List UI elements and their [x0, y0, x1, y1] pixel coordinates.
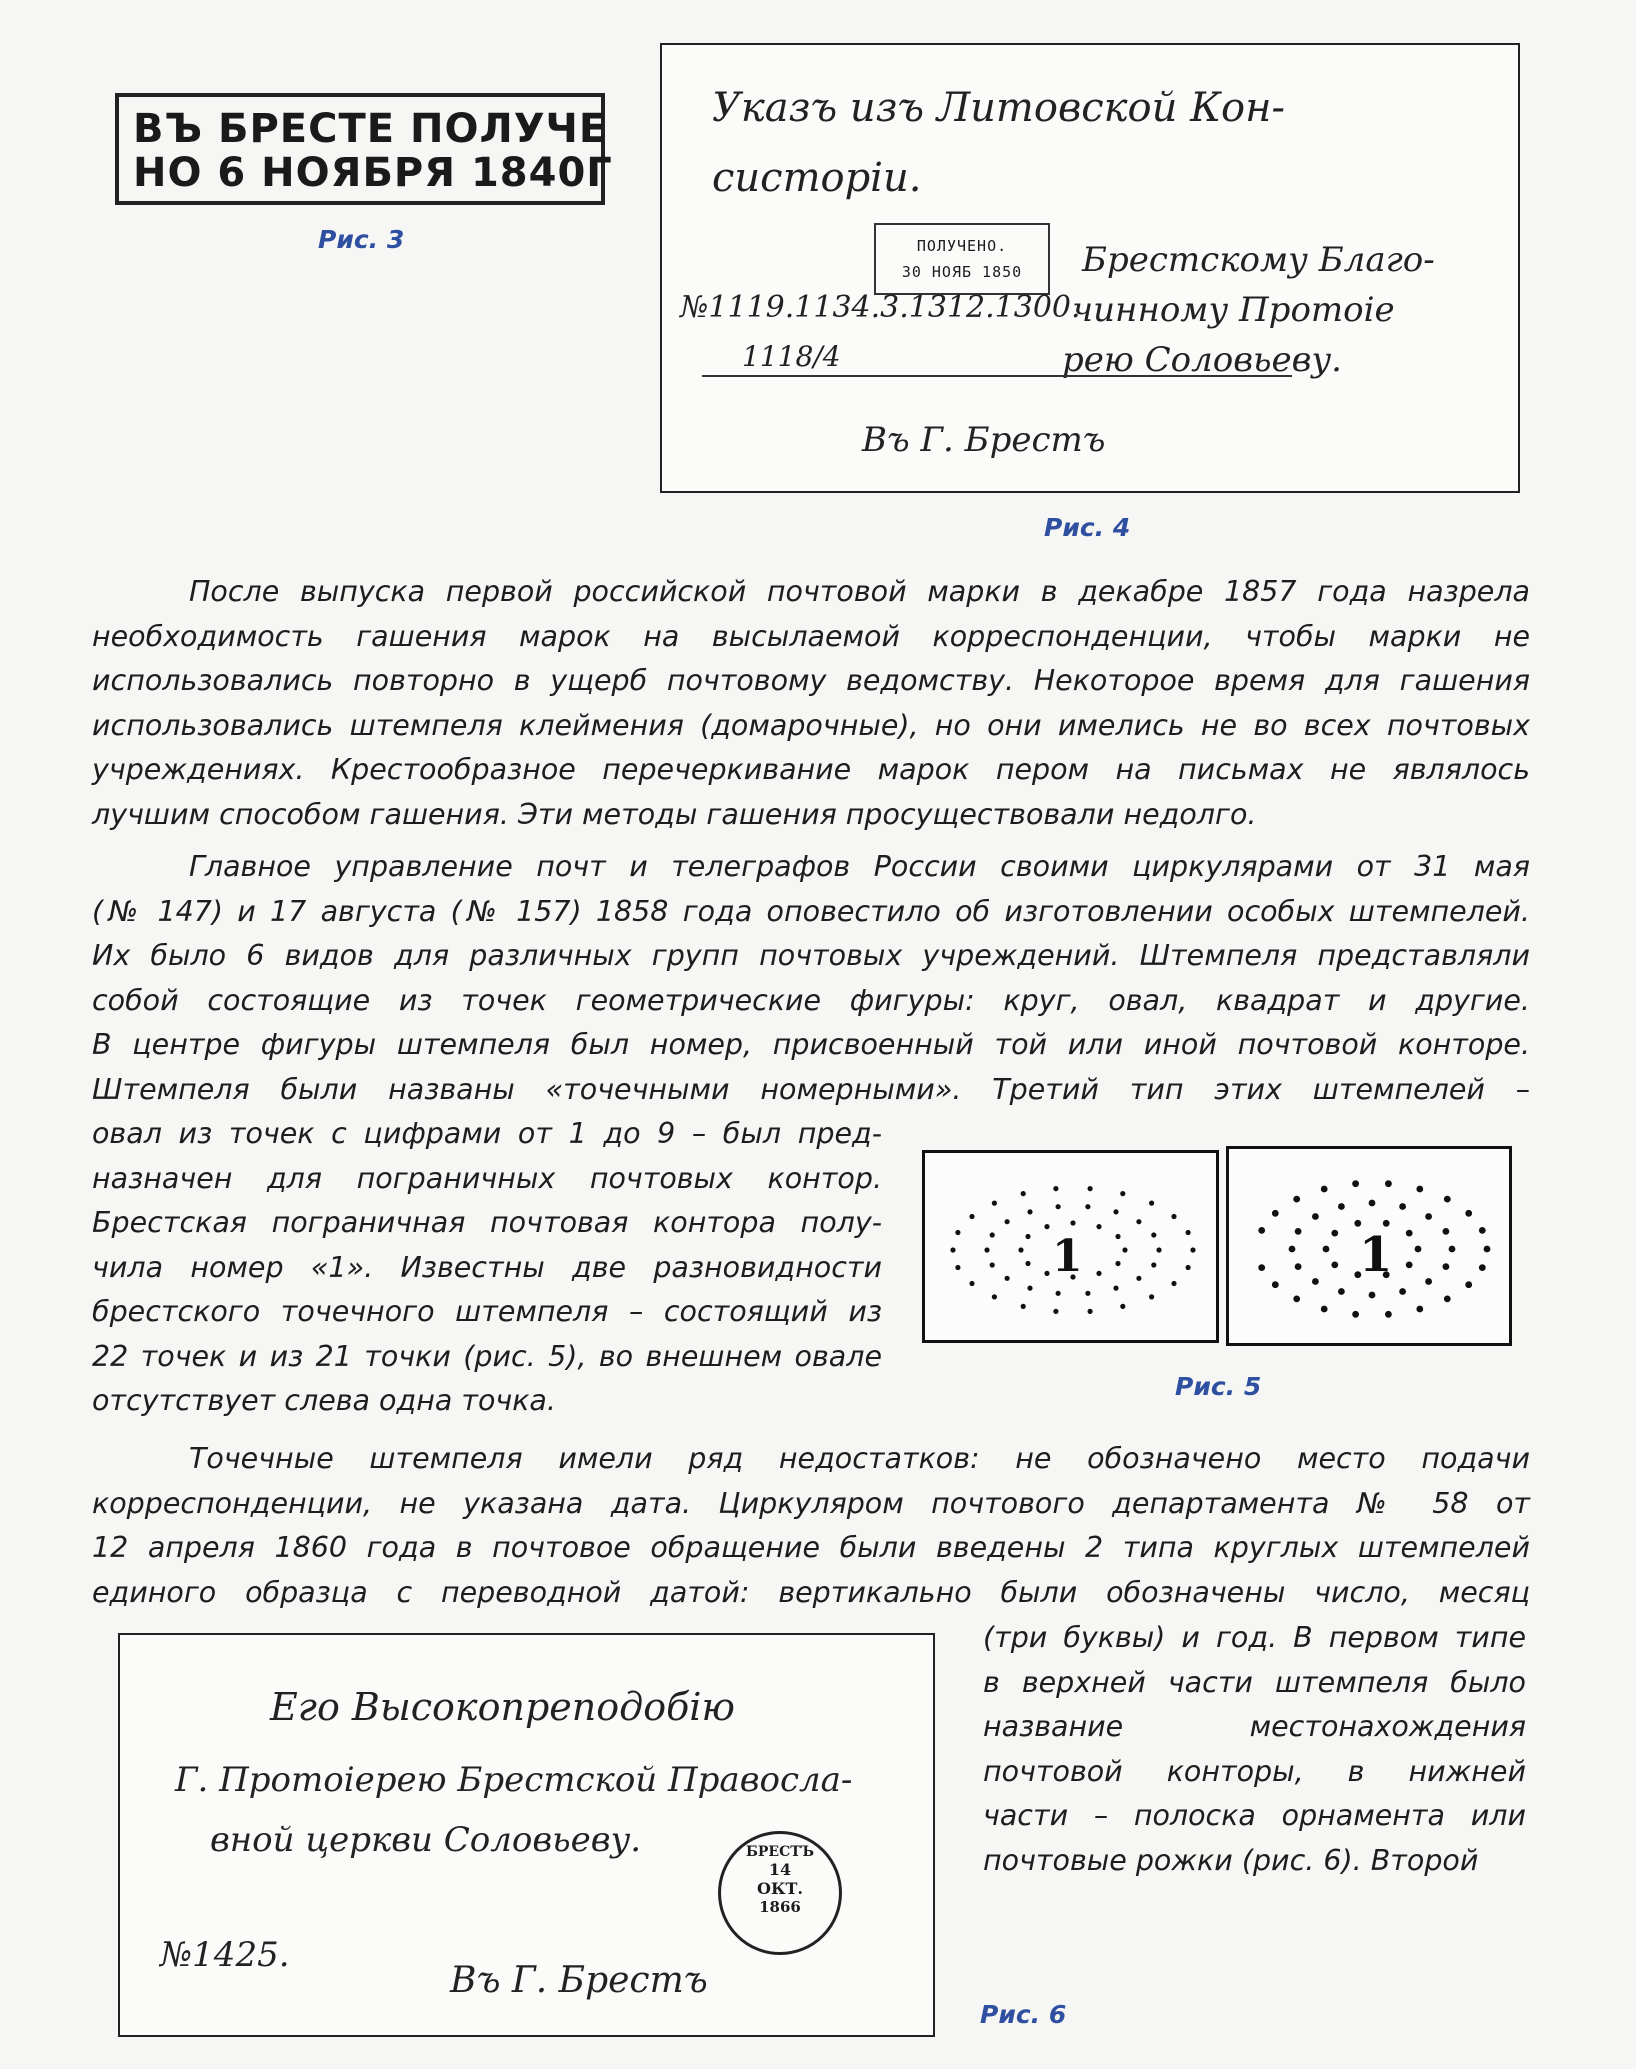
fig6-postmark-month: ОКТ.	[757, 1879, 803, 1898]
fig4-stamp-line1: ПОЛУЧЕНО.	[916, 237, 1008, 255]
stamp-dot	[1096, 1224, 1101, 1229]
stamp-dot	[1005, 1219, 1010, 1224]
stamp-dot	[1338, 1288, 1345, 1295]
fig4-handwriting-line2: систорiи.	[712, 155, 922, 201]
stamp-dot	[1479, 1227, 1486, 1234]
p1-line: использовались повторно в ущерб почтовому ведомству. Некоторое время для гашения	[92, 664, 1530, 697]
stamp-dot	[1416, 1306, 1423, 1313]
stamp-dot	[1295, 1263, 1302, 1270]
stamp-dot	[1312, 1278, 1319, 1285]
fig4-address-line2: чинному Протоiе	[1072, 290, 1395, 330]
paragraph-3	[92, 1437, 1530, 1615]
stamp-dot	[1272, 1210, 1279, 1217]
paragraph-1	[92, 570, 1530, 837]
stamp-dot	[1136, 1219, 1141, 1224]
fig4-received-stamp	[874, 223, 1050, 295]
stamp-dot	[1293, 1296, 1300, 1303]
stamp-dot	[1352, 1311, 1359, 1318]
stamp-dot	[1053, 1309, 1058, 1314]
fig5-caption: Рис. 5	[1175, 1372, 1262, 1401]
stamp-dot	[1018, 1247, 1023, 1252]
stamp-dot	[1149, 1201, 1154, 1206]
p1-line: необходимость гашения марок на высылаемой корреспонденции, чтобы марки не	[92, 619, 1530, 653]
stamp-dot	[1295, 1228, 1302, 1235]
stamp-dot	[1321, 1306, 1328, 1313]
fig4-address-line3: рею Соловьеву.	[1062, 340, 1342, 380]
stamp-dot	[969, 1281, 974, 1286]
stamp-dot	[1136, 1276, 1141, 1281]
p2-line: (№ 147) и 17 августа (№ 157) 1858 года оповестило об изготовлении особых штемпелей.	[92, 894, 1530, 928]
stamp-dot	[1385, 1311, 1392, 1318]
stamp-dot	[1484, 1246, 1491, 1253]
stamp-dot	[1425, 1278, 1432, 1285]
stamp-dot	[1156, 1247, 1161, 1252]
fig6-postmark-day: 14	[768, 1860, 792, 1879]
fig4-address-line1: Брестскому Благо-	[1082, 240, 1435, 280]
stamp-dot	[990, 1232, 995, 1237]
fig5-stamp-left	[922, 1150, 1219, 1343]
p2b-line: брестского точечного штемпеля – состоящий из	[92, 1295, 882, 1328]
p3-line: корреспонденции, не указана дата. Циркуляром почтового департамента № 58 от	[92, 1486, 1530, 1520]
stamp-dot	[1443, 1228, 1450, 1235]
fig3-stamp-line1: ВЪ БРЕСТЕ ПОЛУЧЕ	[133, 106, 608, 152]
fig3-caption: Рис. 3	[318, 225, 405, 254]
fig5-stamp-right	[1226, 1146, 1512, 1346]
p3b-line: в верхней части штемпеля было	[983, 1665, 1526, 1699]
stamp-dot	[1056, 1204, 1061, 1209]
stamp-dot	[1113, 1286, 1118, 1291]
stamp-dot	[969, 1214, 974, 1219]
stamp-dot	[950, 1247, 955, 1252]
p3-line: 12 апреля 1860 года в почтовое обращение были введены 2 типа круглых штемпелей	[92, 1531, 1530, 1564]
stamp-dot	[1293, 1196, 1300, 1203]
fig6-postmark-year: 1866	[759, 1898, 801, 1916]
stamp-dot	[1272, 1281, 1279, 1288]
stamp-dot	[1085, 1291, 1090, 1296]
fig6-postmark	[718, 1831, 842, 1955]
stamp-dot	[955, 1265, 960, 1270]
stamp-dot	[1151, 1262, 1156, 1267]
stamp-dot	[1120, 1191, 1125, 1196]
stamp-dot	[1088, 1309, 1093, 1314]
p3b-line: название местонахождения	[983, 1710, 1526, 1743]
stamp-dot	[1444, 1296, 1451, 1303]
p2-line: собой состоящие из точек геометрические фигуры: круг, овал, квадрат и другие.	[92, 983, 1530, 1017]
stamp-dot	[1406, 1262, 1413, 1269]
stamp-dot	[1044, 1271, 1049, 1276]
p3-line: Точечные штемпеля имели ряд недостатков: не обозначено место подачи	[189, 1442, 1530, 1475]
p2b-line: 22 точек и из 21 точки (рис. 5), во внешнем овале	[92, 1339, 882, 1373]
stamp-dot	[1443, 1263, 1450, 1270]
stamp-dot	[1331, 1262, 1338, 1269]
stamp-dot	[1289, 1246, 1296, 1253]
stamp-dot	[1323, 1246, 1330, 1253]
fig5-dot-oval-left	[925, 1153, 1222, 1346]
fig4-underline	[702, 375, 1292, 377]
p2b-line: чила номер «1». Известны две разновидности	[92, 1250, 882, 1284]
fig6-handwriting-line3: вной церкви Соловьеву.	[210, 1820, 642, 1860]
fig5-number-left: 1	[1052, 1231, 1083, 1282]
stamp-dot	[1021, 1304, 1026, 1309]
stamp-dot	[1369, 1292, 1376, 1299]
paragraph-3-continued	[983, 1616, 1526, 1883]
fig3-stamp	[115, 93, 613, 205]
stamp-dot	[955, 1230, 960, 1235]
fig6-city: Въ Г. Брестъ	[450, 1960, 708, 2001]
stamp-dot	[984, 1247, 989, 1252]
stamp-dot	[1044, 1224, 1049, 1229]
stamp-dot	[1025, 1234, 1030, 1239]
stamp-dot	[1186, 1230, 1191, 1235]
fig6-number: №1425.	[160, 1935, 290, 1975]
stamp-dot	[1416, 1186, 1423, 1193]
fig6-caption: Рис. 6	[980, 2000, 1067, 2029]
fig6-postmark-city: БРЕСТЪ	[745, 1844, 815, 1860]
stamp-dot	[1258, 1264, 1265, 1271]
p3b-line: почтовые рожки (рис. 6). Второй	[983, 1843, 1479, 1877]
fig6-handwriting-line1: Его Высокопреподобiю	[270, 1685, 735, 1729]
stamp-dot	[1005, 1276, 1010, 1281]
stamp-dot	[1385, 1180, 1392, 1187]
stamp-dot	[1021, 1191, 1026, 1196]
p2b-line: отсутствует слева одна точка.	[92, 1384, 556, 1417]
p2b-line: назначен для пограничных почтовых контор.	[92, 1161, 882, 1195]
stamp-dot	[1449, 1246, 1456, 1253]
fig5-number-right: 1	[1359, 1227, 1393, 1283]
stamp-dot	[1120, 1304, 1125, 1309]
stamp-dot	[1085, 1204, 1090, 1209]
fig3-stamp-line2: НО 6 НОЯБРЯ 1840Г	[133, 150, 613, 196]
stamp-dot	[1151, 1232, 1156, 1237]
stamp-dot	[1479, 1264, 1486, 1271]
stamp-dot	[1258, 1227, 1265, 1234]
stamp-dot	[1088, 1186, 1093, 1191]
p2-line: Штемпеля были названы «точечными номерными». Третий тип этих штемпелей –	[92, 1072, 1530, 1106]
stamp-dot	[1171, 1281, 1176, 1286]
p1-line: использовались штемпеля клеймения (домарочные), но они имелись не во всех почтовых	[92, 708, 1530, 742]
stamp-dot	[1321, 1186, 1328, 1193]
stamp-dot	[990, 1262, 995, 1267]
stamp-dot	[1425, 1213, 1432, 1220]
paragraph-2	[92, 845, 1530, 1112]
fig6-envelope	[118, 1633, 935, 2037]
stamp-dot	[1465, 1210, 1472, 1217]
stamp-dot	[1122, 1247, 1127, 1252]
stamp-dot	[1190, 1247, 1195, 1252]
stamp-dot	[992, 1294, 997, 1299]
p1-line: После выпуска первой российской почтовой марки в декабре 1857 года назрела	[189, 575, 1530, 608]
p2-line: Их было 6 видов для различных групп почтовых учреждений. Штемпеля представляли	[92, 939, 1530, 972]
p3b-line: части – полоска орнамента или	[983, 1799, 1526, 1832]
stamp-dot	[1399, 1203, 1406, 1210]
stamp-dot	[1053, 1186, 1058, 1191]
stamp-dot	[992, 1201, 997, 1206]
stamp-dot	[1027, 1209, 1032, 1214]
fig4-number: №1119.1134.3.1312.1300.	[680, 290, 1081, 325]
p2-line: Главное управление почт и телеграфов России своими циркулярами от 31 мая	[189, 850, 1530, 883]
fig5-dot-oval-right	[1229, 1149, 1515, 1349]
fig4-city: Въ Г. Брестъ	[862, 420, 1106, 460]
fig4-caption: Рис. 4	[1044, 513, 1131, 542]
stamp-dot	[1415, 1246, 1422, 1253]
stamp-dot	[1096, 1271, 1101, 1276]
stamp-dot	[1113, 1209, 1118, 1214]
fig4-envelope	[660, 43, 1520, 493]
stamp-dot	[1465, 1281, 1472, 1288]
p3-line: единого образца с переводной датой: вертикально были обозначены число, месяц	[92, 1575, 1530, 1609]
stamp-dot	[1056, 1291, 1061, 1296]
p3b-line: (три буквы) и год. В первом типе	[983, 1621, 1526, 1654]
stamp-dot	[1354, 1220, 1361, 1227]
stamp-dot	[1338, 1203, 1345, 1210]
stamp-dot	[1027, 1286, 1032, 1291]
p1-line: учреждениях. Крестообразное перечеркивание марок пером на письмах не являлось	[92, 753, 1530, 786]
p2b-line: Брестская пограничная почтовая контора полу-	[92, 1206, 882, 1239]
p3b-line: почтовой конторы, в нижней	[983, 1754, 1526, 1788]
fig4-number2: 1118/4	[742, 340, 841, 373]
stamp-dot	[1444, 1196, 1451, 1203]
stamp-dot	[1115, 1261, 1120, 1266]
p2-line: В центре фигуры штемпеля был номер, присвоенный той или иной почтовой конторе.	[92, 1028, 1530, 1061]
stamp-dot	[1331, 1230, 1338, 1237]
stamp-dot	[1070, 1220, 1075, 1225]
stamp-dot	[1352, 1180, 1359, 1187]
fig4-handwriting-line1: Указъ изъ Литовской Кон-	[712, 85, 1285, 131]
fig4-stamp-line2: 30 НОЯБ 1850	[901, 263, 1023, 281]
stamp-dot	[1186, 1265, 1191, 1270]
stamp-dot	[1399, 1288, 1406, 1295]
paragraph-2-continued	[92, 1112, 882, 1424]
stamp-dot	[1406, 1230, 1413, 1237]
stamp-dot	[1115, 1234, 1120, 1239]
stamp-dot	[1383, 1220, 1390, 1227]
fig6-handwriting-line2: Г. Протоiерею Брестской Правосла-	[175, 1760, 853, 1800]
stamp-dot	[1025, 1261, 1030, 1266]
stamp-dot	[1149, 1294, 1154, 1299]
stamp-dot	[1171, 1214, 1176, 1219]
p2b-line: овал из точек с цифрами от 1 до 9 – был пред-	[92, 1117, 882, 1150]
stamp-dot	[1312, 1213, 1319, 1220]
p1-line: лучшим способом гашения. Эти методы гашения просуществовали недолго.	[92, 797, 1257, 831]
stamp-dot	[1369, 1200, 1376, 1207]
